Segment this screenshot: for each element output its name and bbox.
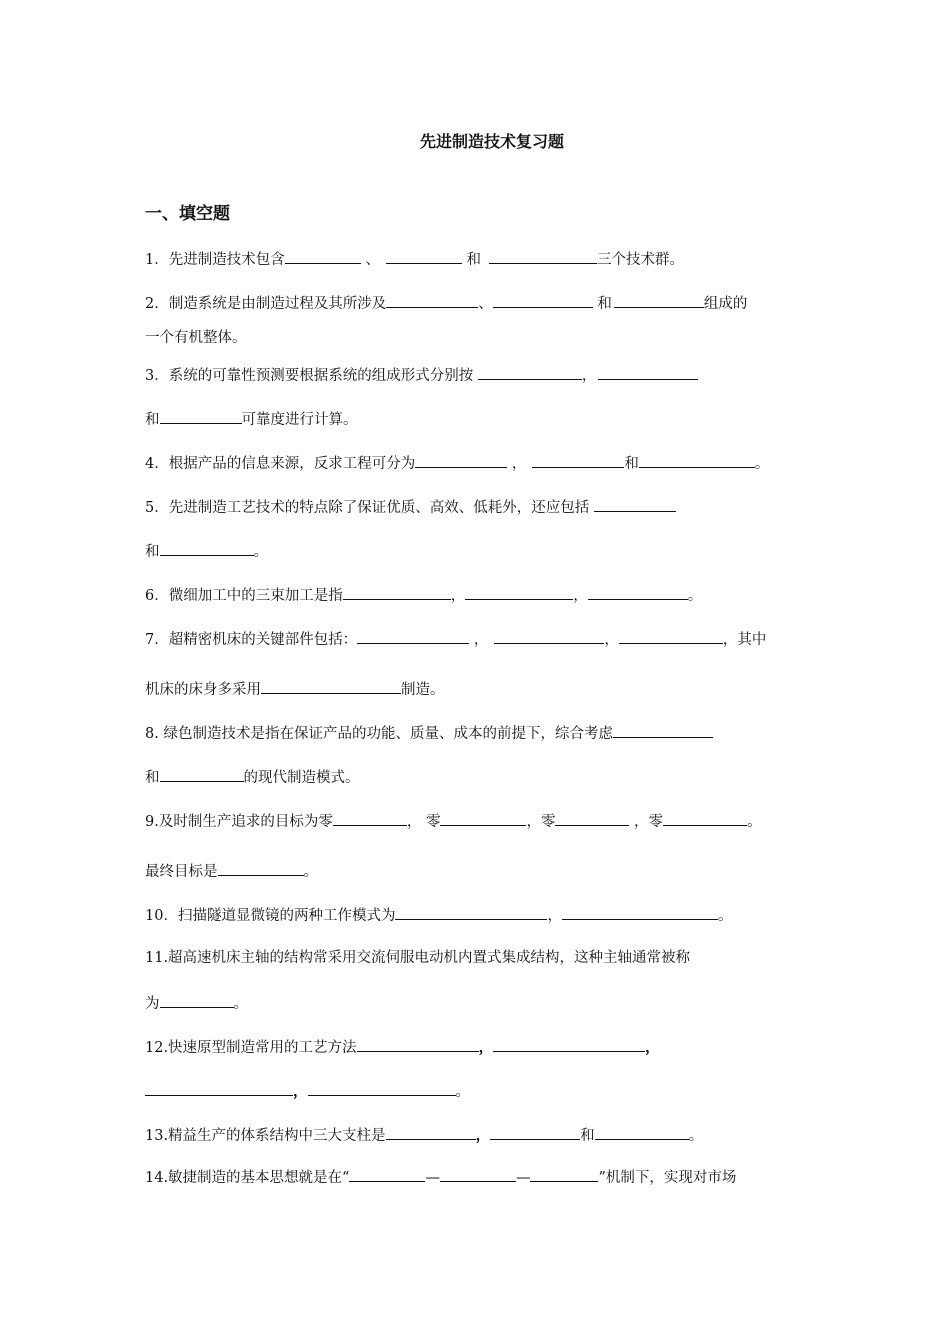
q6-text: 6．微细加工中的三束加工是指 bbox=[145, 588, 343, 604]
q9-sep: ，零 bbox=[629, 814, 664, 830]
q7-sep: ， bbox=[604, 632, 619, 648]
blank[interactable] bbox=[357, 1036, 479, 1052]
q4-text-end: 。 bbox=[754, 456, 770, 472]
q13-text-end: 。 bbox=[688, 1128, 704, 1144]
blank[interactable] bbox=[308, 1080, 456, 1096]
blank[interactable] bbox=[440, 810, 526, 826]
blank[interactable] bbox=[440, 1166, 516, 1182]
question-8 bbox=[145, 722, 713, 744]
blank[interactable] bbox=[415, 452, 507, 468]
q5-text-end: 。 bbox=[253, 544, 268, 560]
q8-text-end: 的现代制造模式。 bbox=[243, 770, 360, 786]
section-heading: 一、填空题 bbox=[145, 204, 230, 224]
question-3 bbox=[145, 364, 698, 386]
blank[interactable] bbox=[160, 408, 242, 424]
blank[interactable] bbox=[639, 452, 755, 468]
q4-sep: 和 bbox=[624, 456, 639, 472]
q7-text-end: 制造。 bbox=[401, 682, 445, 698]
q9-text-end: 。 bbox=[747, 814, 762, 830]
blank[interactable] bbox=[598, 364, 698, 380]
blank[interactable] bbox=[386, 1124, 476, 1140]
q3-sep: 和 bbox=[145, 412, 160, 428]
q13-sep: 和 bbox=[580, 1128, 595, 1144]
blank[interactable] bbox=[145, 1080, 293, 1096]
q12-text: 12.快速原型制造常用的工艺方法 bbox=[145, 1040, 357, 1056]
blank[interactable] bbox=[490, 1124, 580, 1140]
blank[interactable] bbox=[465, 584, 573, 600]
blank[interactable] bbox=[285, 248, 361, 264]
question-13 bbox=[145, 1124, 703, 1146]
question-5 bbox=[145, 496, 676, 518]
q2-text-cont: 一个有机整体。 bbox=[145, 330, 247, 346]
q8-text: 8. 绿色制造技术是指在保证产品的功能、质量、成本的前提下，综合考虑 bbox=[145, 726, 613, 742]
q1-sep: 和 bbox=[461, 252, 481, 268]
q7-text: 7．超精密机床的关键部件包括： bbox=[145, 632, 358, 648]
blank[interactable] bbox=[261, 678, 401, 694]
q12-sep: ， bbox=[478, 1039, 494, 1056]
blank[interactable] bbox=[595, 1124, 689, 1140]
blank[interactable] bbox=[555, 810, 629, 826]
q14-text: 14.敏捷制造的基本思想就是在“ bbox=[145, 1170, 350, 1186]
q7-text-end: ，其中 bbox=[722, 632, 767, 648]
question-9-cont bbox=[145, 860, 318, 882]
q4-sep: ， bbox=[507, 456, 527, 472]
q3-sep: ， bbox=[581, 368, 597, 384]
blank[interactable] bbox=[357, 628, 469, 644]
blank[interactable] bbox=[594, 496, 676, 512]
blank[interactable] bbox=[614, 292, 704, 308]
question-2-cont bbox=[145, 328, 247, 348]
q6-sep: ， bbox=[573, 588, 588, 604]
q6-text-end: 。 bbox=[687, 588, 703, 604]
q1-text: 1．先进制造技术包含 bbox=[145, 252, 285, 268]
blank[interactable] bbox=[160, 766, 244, 782]
q9-text-cont: 最终目标是 bbox=[145, 864, 218, 880]
question-10 bbox=[145, 904, 732, 926]
q2-text-end: 组成的 bbox=[703, 296, 748, 312]
blank[interactable] bbox=[619, 628, 723, 644]
question-11 bbox=[145, 948, 690, 968]
q2-sep: 和 bbox=[592, 296, 612, 312]
q10-text: 10．扫描隧道显微镜的两种工作模式为 bbox=[145, 908, 396, 924]
q11-text-end: 。 bbox=[233, 996, 248, 1012]
q5-text: 5．先进制造工艺技术的特点除了保证优质、高效、低耗外，还应包括 bbox=[145, 500, 594, 516]
q12-sep: ， bbox=[645, 1039, 660, 1056]
q1-sep: 、 bbox=[360, 252, 380, 268]
q2-text: 2．制造系统是由制造过程及其所涉及 bbox=[145, 296, 387, 312]
blank[interactable] bbox=[160, 992, 234, 1008]
q5-sep: 和 bbox=[145, 544, 160, 560]
page-title: 先进制造技术复习题 bbox=[419, 132, 564, 151]
q10-text-end: 。 bbox=[717, 908, 733, 924]
q9-text: 9.及时制生产追求的目标为零 bbox=[145, 814, 333, 830]
question-12 bbox=[145, 1036, 660, 1058]
q13-sep: ， bbox=[475, 1127, 491, 1144]
q8-sep: 和 bbox=[145, 770, 160, 786]
blank[interactable] bbox=[493, 292, 593, 308]
q14-sep: — bbox=[425, 1170, 440, 1186]
question-4 bbox=[145, 452, 769, 474]
question-12-cont bbox=[145, 1080, 470, 1102]
blank[interactable] bbox=[386, 248, 462, 264]
question-7 bbox=[145, 628, 766, 650]
q2-sep: 、 bbox=[478, 296, 493, 312]
question-6 bbox=[145, 584, 702, 606]
q11-text: 11.超高速机床主轴的结构常采用交流伺服电动机内置式集成结构，这种主轴通常被称 bbox=[145, 950, 691, 966]
blank[interactable] bbox=[588, 584, 688, 600]
blank[interactable] bbox=[349, 1166, 425, 1182]
blank[interactable] bbox=[386, 292, 478, 308]
question-3-cont bbox=[145, 408, 358, 430]
blank[interactable] bbox=[489, 248, 597, 264]
question-7-cont bbox=[145, 678, 445, 700]
q14-sep: — bbox=[515, 1170, 531, 1186]
blank[interactable] bbox=[562, 904, 718, 920]
blank[interactable] bbox=[218, 860, 304, 876]
question-1 bbox=[145, 248, 684, 270]
question-2 bbox=[145, 292, 747, 314]
q7-sep: ， bbox=[469, 632, 489, 648]
blank[interactable] bbox=[530, 1166, 598, 1182]
question-9 bbox=[145, 810, 762, 832]
question-8-cont bbox=[145, 766, 360, 788]
q6-sep: ， bbox=[450, 588, 466, 604]
q3-text-end: 可靠度进行计算。 bbox=[241, 412, 358, 428]
blank[interactable] bbox=[395, 904, 547, 920]
question-14 bbox=[145, 1166, 736, 1188]
blank[interactable] bbox=[494, 628, 604, 644]
q1-text-end: 三个技术群。 bbox=[596, 252, 684, 268]
blank[interactable] bbox=[663, 810, 747, 826]
q12-text-end: 。 bbox=[455, 1084, 470, 1100]
q3-text: 3．系统的可靠性预测要根据系统的组成形式分别按 bbox=[145, 368, 478, 384]
blank[interactable] bbox=[343, 584, 451, 600]
q14-text-end: ”机制下，实现对市场 bbox=[598, 1170, 737, 1186]
blank[interactable] bbox=[160, 540, 254, 556]
blank[interactable] bbox=[613, 722, 713, 738]
blank[interactable] bbox=[478, 364, 582, 380]
q9-text-end: 。 bbox=[303, 864, 318, 880]
question-5-cont bbox=[145, 540, 268, 562]
blank[interactable] bbox=[532, 452, 624, 468]
q9-sep: ， 零 bbox=[406, 814, 441, 830]
q10-sep: ， bbox=[547, 908, 562, 924]
q7-text-cont: 机床的床身多采用 bbox=[145, 682, 261, 698]
question-11-cont bbox=[145, 992, 248, 1014]
q12-sep: ， bbox=[293, 1083, 308, 1100]
blank[interactable] bbox=[493, 1036, 645, 1052]
blank[interactable] bbox=[333, 810, 407, 826]
q13-text: 13.精益生产的体系结构中三大支柱是 bbox=[145, 1128, 386, 1144]
q9-sep: ，零 bbox=[526, 814, 556, 830]
q4-text: 4．根据产品的信息来源，反求工程可分为 bbox=[145, 456, 416, 472]
q11-text-cont: 为 bbox=[145, 996, 160, 1012]
